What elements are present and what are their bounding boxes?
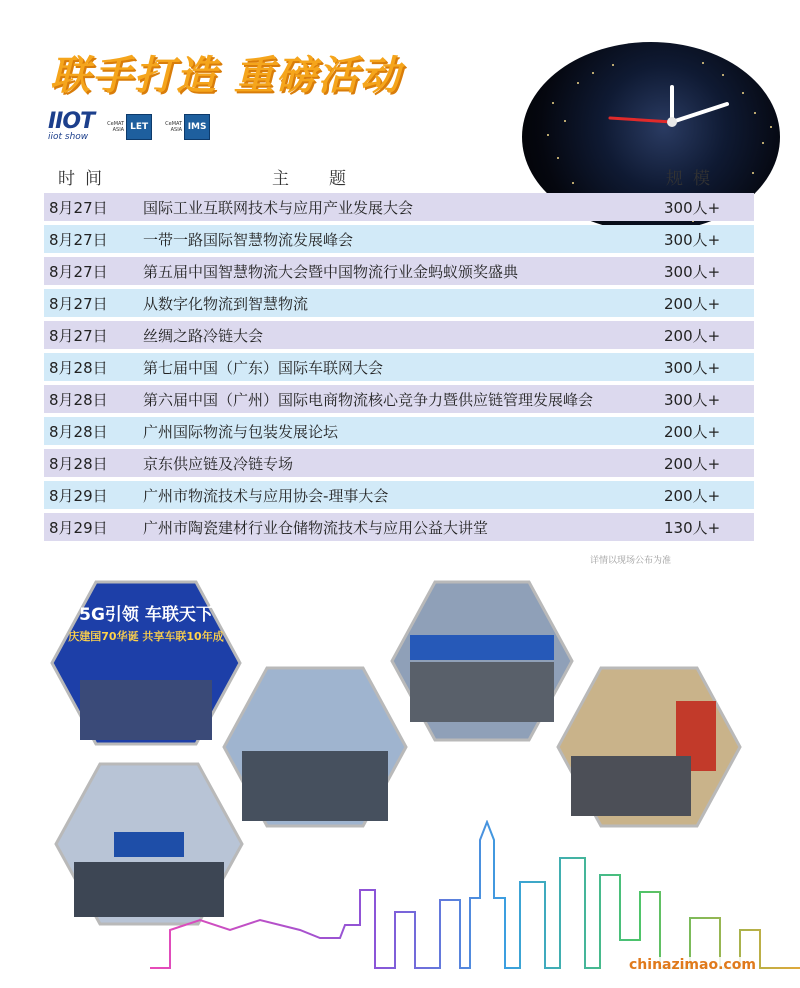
row-date: 8月27日 <box>49 230 108 249</box>
ims-logo <box>160 114 210 140</box>
photo-5g-headline: 5G引领 车联天下 <box>79 605 213 625</box>
hex-photo-group <box>390 580 574 742</box>
table-row <box>44 193 754 221</box>
table-row <box>44 321 754 349</box>
let-logo-mark: LET <box>126 114 152 140</box>
table-row <box>44 449 754 477</box>
table-row <box>44 481 754 509</box>
row-scale: 200人+ <box>664 326 721 345</box>
photo-5g-subline: 庆建国70华诞 共享车联10年成 <box>68 630 224 643</box>
row-scale: 300人+ <box>664 230 721 249</box>
table-row <box>44 257 754 285</box>
let-logo <box>102 114 152 140</box>
hex-photo-5g-forum <box>50 580 242 746</box>
row-topic: 一带一路国际智慧物流发展峰会 <box>143 230 354 249</box>
row-date: 8月28日 <box>49 454 108 473</box>
row-date: 8月27日 <box>49 198 108 217</box>
row-date: 8月28日 <box>49 358 108 377</box>
row-scale: 300人+ <box>664 198 721 217</box>
row-topic: 丝绸之路冷链大会 <box>143 326 264 345</box>
row-topic: 京东供应链及冷链专场 <box>143 454 294 473</box>
watermark-text: chinazimao.com <box>629 957 756 973</box>
row-scale: 200人+ <box>664 454 721 473</box>
row-scale: 300人+ <box>664 390 721 409</box>
row-scale: 300人+ <box>664 262 721 281</box>
let-logo-small: CeMAT ASIA <box>107 121 125 133</box>
table-row <box>44 385 754 413</box>
ims-logo-small: CeMAT ASIA <box>165 121 183 133</box>
row-date: 8月27日 <box>49 326 108 345</box>
iiot-show-logo <box>48 109 95 142</box>
row-topic: 广州市物流技术与应用协会-理事大会 <box>143 486 389 505</box>
events-table <box>44 193 754 545</box>
row-topic: 国际工业互联网技术与应用产业发展大会 <box>143 198 414 217</box>
row-topic: 第六届中国（广州）国际电商物流核心竞争力暨供应链管理发展峰会 <box>143 390 594 409</box>
header-theme: 主题 <box>272 169 386 189</box>
header-time: 时间 <box>58 169 112 189</box>
row-scale: 130人+ <box>664 518 721 537</box>
hex-photo-exhibition-stand <box>556 666 742 828</box>
header-scale: 规模 <box>666 169 720 189</box>
row-topic: 从数字化物流到智慧物流 <box>143 294 309 313</box>
row-topic: 第七届中国（广东）国际车联网大会 <box>143 358 384 377</box>
row-scale: 200人+ <box>664 294 721 313</box>
table-row <box>44 513 754 541</box>
logo-strip <box>48 109 210 142</box>
row-date: 8月29日 <box>49 486 108 505</box>
row-scale: 300人+ <box>664 358 721 377</box>
footnote: 详情以现场公布为准 <box>590 556 672 566</box>
page-title: 联手打造 重磅活动 <box>50 53 402 99</box>
row-topic: 广州市陶瓷建材行业仓储物流技术与应用公益大讲堂 <box>143 518 489 537</box>
table-row <box>44 225 754 253</box>
row-date: 8月28日 <box>49 390 108 409</box>
row-date: 8月27日 <box>49 262 108 281</box>
iiot-logo-sub: iiot show <box>48 132 89 142</box>
table-row <box>44 353 754 381</box>
hex-photo-conference-hall <box>222 666 408 828</box>
row-topic: 第五届中国智慧物流大会暨中国物流行业金蚂蚁颁奖盛典 <box>143 262 519 281</box>
row-date: 8月29日 <box>49 518 108 537</box>
ims-logo-mark: IMS <box>184 114 210 140</box>
row-date: 8月27日 <box>49 294 108 313</box>
row-scale: 200人+ <box>664 422 721 441</box>
iiot-logo-mark: IIOT <box>48 109 95 134</box>
row-date: 8月28日 <box>49 422 108 441</box>
table-row <box>44 417 754 445</box>
row-topic: 广州国际物流与包装发展论坛 <box>143 422 339 441</box>
row-scale: 200人+ <box>664 486 721 505</box>
table-row <box>44 289 754 317</box>
